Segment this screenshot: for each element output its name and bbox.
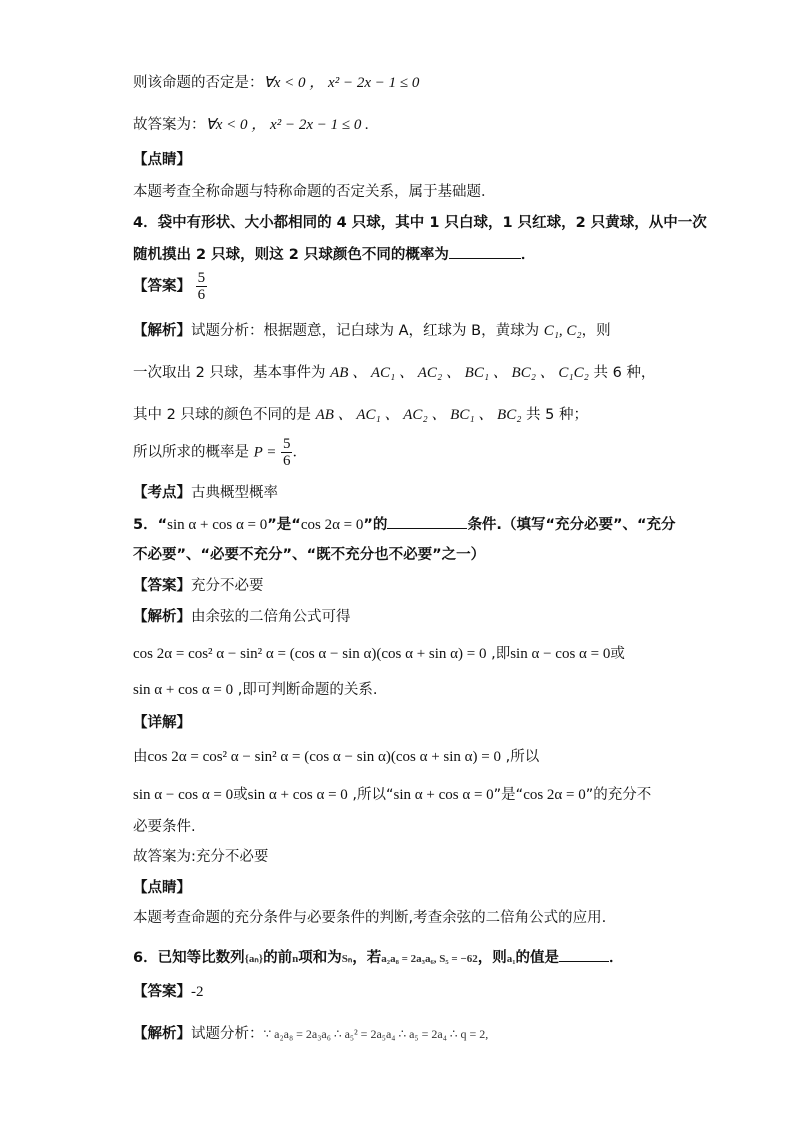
q5-blank bbox=[387, 514, 467, 529]
q4-diff-count: 共 5 种； bbox=[521, 407, 588, 423]
q4-stem-line2 bbox=[133, 244, 535, 265]
q5-stem-math1: sin α + cos α = 0 bbox=[167, 517, 268, 533]
answer-line-q3 bbox=[133, 115, 369, 135]
q4-prob-text: 所以所求的概率是 bbox=[133, 444, 254, 461]
q6-jiexi-line bbox=[133, 1024, 488, 1044]
q5-stem-line1 bbox=[133, 514, 676, 535]
dianjing-text-1: 本题考查全称命题与特称命题的否定关系，属于基础题． bbox=[133, 184, 496, 200]
q5-jiexi-line1 bbox=[133, 607, 351, 627]
q4-answer-fraction bbox=[196, 270, 208, 303]
q4-events-text: 一次取出 2 只球，基本事件为 bbox=[133, 365, 331, 381]
answer-label: 【答案】 bbox=[133, 984, 191, 1000]
q4-jiexi-math: C₁, C₂ bbox=[543, 323, 582, 339]
q5-detail-or: 或 bbox=[233, 787, 248, 803]
q4-jiexi-line2 bbox=[133, 363, 655, 383]
kaodian-text: 古典概型概率 bbox=[191, 485, 278, 501]
q5-detail-line2 bbox=[133, 785, 651, 805]
q5-detail-eq4: cos 2α = 0 bbox=[523, 787, 586, 803]
q4-prob-math: P = bbox=[253, 444, 277, 461]
q5-detail-tail: ”的充分不 bbox=[585, 787, 652, 803]
q6-seq: {aₙ} bbox=[244, 953, 264, 965]
q5-stem-de: ”的 bbox=[363, 517, 388, 533]
q5-eq1: sin α − cos α = 0 bbox=[510, 646, 611, 662]
q5-detail-suoyi2: ,所以“ bbox=[347, 787, 394, 803]
q4-events-math: AB 、 AC₁ 、 AC₂ 、 BC₁ 、 BC₂ 、 C₁C₂ bbox=[330, 365, 589, 381]
q4-jiexi-line3 bbox=[133, 405, 588, 425]
q5-detail-line4: 故答案为:充分不必要 bbox=[133, 849, 269, 865]
q6-jiexi-math: ∵ a₂a₈ = 2a₃a₆ ∴ a₅² = 2a₅a₄ ∴ a₅ = 2a₄ ∴ q = 2, bbox=[263, 1027, 489, 1041]
q5-or: 或 bbox=[610, 646, 625, 662]
q5-detail-shi: ”是“ bbox=[493, 787, 524, 803]
q5-jiexi-text: 由余弦的二倍角公式可得 bbox=[191, 609, 351, 625]
q4-jiexi-line4 bbox=[133, 436, 307, 469]
q5-answer: 充分不必要 bbox=[191, 578, 264, 594]
q5-stem-math2: cos 2α = 0 bbox=[300, 517, 364, 533]
q6-prefix: 6．已知等比数列 bbox=[133, 950, 245, 966]
q6-ze: ，则 bbox=[477, 950, 507, 966]
q6-stem bbox=[133, 947, 624, 969]
fraction-numerator: 5 bbox=[282, 436, 291, 452]
q6-answer: -2 bbox=[191, 984, 204, 1000]
q6-zhishi: 的值是 bbox=[515, 950, 560, 966]
q4-jiexi-text: 试题分析：根据题意，记白球为 A，红球为 B，黄球为 bbox=[191, 323, 544, 339]
kaodian-line bbox=[133, 483, 278, 503]
q6-period: ． bbox=[609, 950, 624, 966]
q4-period: ． bbox=[520, 247, 536, 263]
dianjing-text-2: 本题考查命题的充分条件与必要条件的判断,考查余弦的二倍角公式的应用. bbox=[133, 910, 607, 926]
q5-detail-you: 由 bbox=[133, 749, 148, 765]
q5-jiexi-line2 bbox=[133, 644, 625, 664]
answer-label: 【答案】 bbox=[133, 278, 191, 295]
q5-jiexi-line3 bbox=[133, 680, 377, 700]
q5-text: ,即 bbox=[486, 646, 511, 662]
dianjing-heading-2: 【点睛】 bbox=[133, 880, 191, 896]
xiangjie-heading: 【详解】 bbox=[133, 715, 191, 731]
q6-n: n bbox=[292, 953, 299, 965]
q5-stem-prefix: 5．“ bbox=[133, 517, 168, 533]
fraction-numerator: 5 bbox=[197, 270, 206, 286]
fraction-denominator: 6 bbox=[197, 287, 206, 303]
q5-detail-eq1: sin α − cos α = 0 bbox=[133, 787, 234, 803]
jiexi-label: 【解析】 bbox=[133, 1026, 191, 1042]
q4-stem-text: 随机摸出 2 只球，则这 2 只球颜色不同的概率为 bbox=[133, 247, 449, 263]
q4-jiexi-line1 bbox=[133, 321, 611, 341]
q5-stem-tail: 条件.（填写“充分必要”、“充分 bbox=[467, 517, 676, 533]
dianjing-heading-1: 【点睛】 bbox=[133, 152, 191, 168]
negation-formula: ∀x < 0 ， x² − 2x − 1 ≤ 0 bbox=[263, 75, 420, 91]
q4-blank bbox=[449, 244, 521, 259]
q6-blank bbox=[559, 947, 609, 962]
negation-line bbox=[133, 73, 419, 93]
negation-text: 则该命题的否定是： bbox=[133, 75, 264, 91]
q5-identity: cos 2α = cos² α − sin² α = (cos α − sin α)(cos α + sin α) = 0 bbox=[133, 646, 487, 662]
q5-answer-line bbox=[133, 576, 264, 596]
answer-text: 故答案为： bbox=[133, 117, 206, 133]
q6-a1: a₁ bbox=[506, 953, 516, 965]
q6-qian: 的前 bbox=[263, 950, 293, 966]
answer-label: 【答案】 bbox=[133, 578, 191, 594]
q5-detail-identity: cos 2α = cos² α − sin² α = (cos α − sin α)(cos α + sin α) = 0 bbox=[147, 749, 501, 765]
q5-stem-line2: 不必要”、“必要不充分”、“既不充分也不必要”之一） bbox=[133, 547, 486, 563]
q4-jiexi-tail: ，则 bbox=[581, 323, 611, 339]
q4-prob-fraction bbox=[281, 436, 293, 469]
answer-formula: ∀x < 0 ， x² − 2x − 1 ≤ 0 . bbox=[205, 117, 369, 133]
q5-detail-line3: 必要条件. bbox=[133, 819, 196, 835]
q5-detail-suoyi: ,所以 bbox=[501, 749, 540, 765]
q6-cond: a₂a₈ = 2a₃a₆, S₅ = −62 bbox=[381, 953, 478, 965]
jiexi-label: 【解析】 bbox=[133, 609, 191, 625]
q4-stem-line1: 4．袋中有形状、大小都相同的 4 只球，其中 1 只白球，1 只红球，2 只黄球，从中一次 bbox=[133, 215, 707, 231]
q5-detail-eq3: sin α + cos α = 0 bbox=[393, 787, 494, 803]
jiexi-label: 【解析】 bbox=[133, 323, 191, 339]
q5-detail-eq2: sin α + cos α = 0 bbox=[247, 787, 348, 803]
q5-stem-mid: ”是“ bbox=[267, 517, 301, 533]
q4-diff-text: 其中 2 只球的颜色不同的是 bbox=[133, 407, 316, 423]
fraction-denominator: 6 bbox=[282, 453, 291, 469]
q4-events-count: 共 6 种， bbox=[588, 365, 656, 381]
q4-answer-line bbox=[133, 270, 207, 303]
q4-diff-math: AB 、 AC₁ 、 AC₂ 、 BC₁ 、 BC₂ bbox=[315, 407, 522, 423]
q4-prob-period: ． bbox=[292, 444, 307, 461]
q6-ruo: ，若 bbox=[352, 950, 382, 966]
q6-answer-line bbox=[133, 982, 204, 1002]
q6-jiexi-text: 试题分析： bbox=[191, 1026, 264, 1042]
kaodian-label: 【考点】 bbox=[133, 485, 191, 501]
q5-conclusion: ,即可判断命题的关系. bbox=[233, 682, 378, 698]
q5-detail-line1 bbox=[133, 747, 539, 767]
q5-eq2: sin α + cos α = 0 bbox=[133, 682, 234, 698]
q6-sn: Sₙ bbox=[341, 953, 353, 965]
q6-he: 项和为 bbox=[298, 950, 342, 966]
